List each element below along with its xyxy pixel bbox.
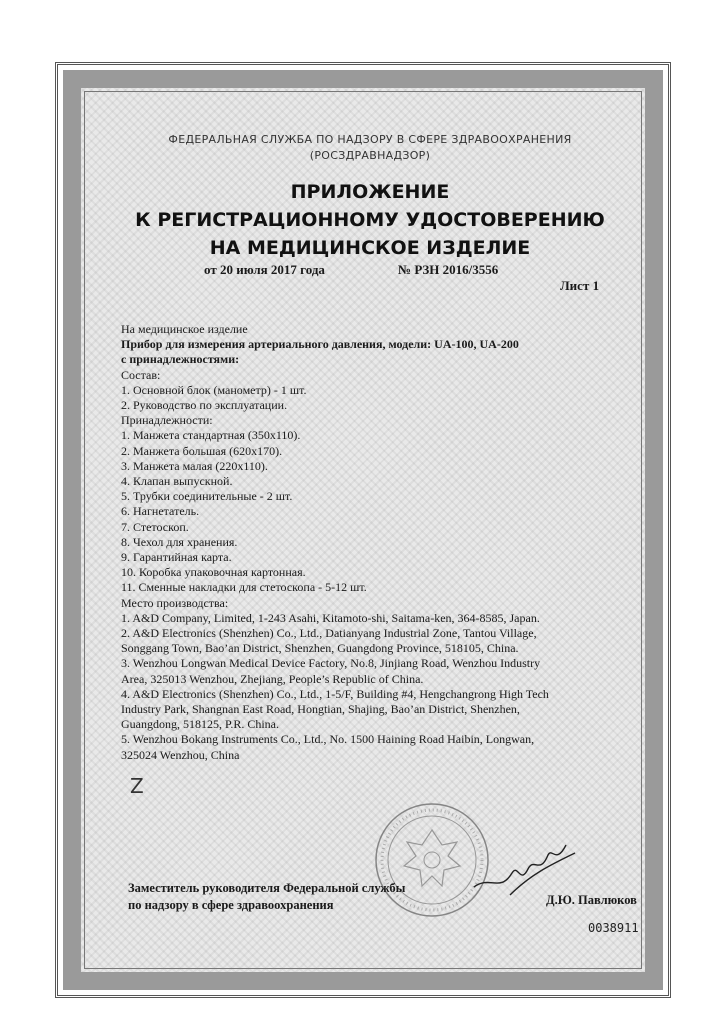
- document-body: [121, 322, 621, 763]
- agency-header: [90, 132, 650, 164]
- production-line: 2. A&D Electronics (Shenzhen) Co., Ltd., Datianyang Industrial Zone, Tantou Village,: [121, 626, 537, 641]
- signer-position: [128, 880, 405, 914]
- production-line: 3. Wenzhou Longwan Medical Device Factory, No.8, Jinjiang Road, Wenzhou Industry: [121, 656, 541, 671]
- list-item: 9. Гарантийная карта.: [121, 550, 232, 565]
- production-line: Industry Park, Shangnan East Road, Hongtian, Shajing, Bao’an District, Shenzhen,: [121, 702, 520, 717]
- list-item: 7. Стетоскоп.: [121, 519, 189, 534]
- list-item: 1. Основной блок (манометр) - 1 шт.: [121, 382, 307, 397]
- serial-number: 0038911: [588, 921, 639, 935]
- title-line-2: К РЕГИСТРАЦИОННОМУ УДОСТОВЕРЕНИЮ: [135, 209, 605, 231]
- device-name-line-2: с принадлежностями:: [121, 352, 240, 367]
- document-title: [90, 178, 650, 262]
- handwritten-mark: Z: [130, 774, 144, 798]
- production-line: Area, 325013 Wenzhou, Zhejiang, People’s Republic of China.: [121, 671, 424, 686]
- registration-number: № РЗН 2016/3556: [398, 262, 499, 277]
- sheet-number: Лист 1: [560, 278, 600, 293]
- list-item: 2. Руководство по эксплуатации.: [121, 398, 288, 413]
- list-item: 5. Трубки соединительные - 2 шт.: [121, 489, 293, 504]
- list-item: 2. Манжета большая (620x170).: [121, 443, 283, 458]
- intro-text: На медицинское изделие: [121, 322, 248, 336]
- list-item: 3. Манжета малая (220x110).: [121, 458, 268, 473]
- agency-name: ФЕДЕРАЛЬНАЯ СЛУЖБА ПО НАДЗОРУ В СФЕРЕ ЗДРАВООХРАНЕНИЯ: [168, 133, 572, 146]
- signer-position-line-1: Заместитель руководителя Федеральной службы: [128, 881, 406, 895]
- list-item: 11. Сменные накладки для стетоскопа - 5-12 шт.: [121, 580, 367, 595]
- production-line: 5. Wenzhou Bokang Instruments Co., Ltd., No. 1500 Haining Road Haibin, Longwan,: [121, 732, 535, 747]
- title-line-1: ПРИЛОЖЕНИЕ: [290, 181, 450, 203]
- issue-date: от 20 июля 2017 года: [204, 262, 325, 277]
- signer-name: Д.Ю. Павлюков: [546, 893, 637, 907]
- production-line: Songgang Town, Bao’an District, Shenzhen, Guangdong Province, 518105, China.: [121, 641, 519, 656]
- device-name-line-1: Прибор для измерения артериального давления, модели: UA-100, UA-200: [121, 337, 519, 352]
- list-item: 8. Чехол для хранения.: [121, 534, 238, 549]
- production-line: 4. A&D Electronics (Shenzhen) Co., Ltd., 1-5/F, Building #4, Hengchangrong High Tech: [121, 686, 549, 701]
- title-line-3: НА МЕДИЦИНСКОЕ ИЗДЕЛИЕ: [209, 237, 531, 259]
- composition-heading: Состав:: [121, 367, 161, 382]
- list-item: 1. Манжета стандартная (350x110).: [121, 428, 301, 443]
- list-item: 6. Нагнетатель.: [121, 504, 200, 519]
- production-line: 1. A&D Company, Limited, 1-243 Asahi, Kitamoto-shi, Saitama-ken, 364-8585, Japan.: [121, 610, 540, 625]
- list-item: 4. Клапан выпускной.: [121, 474, 233, 489]
- list-item: 10. Коробка упаковочная картонная.: [121, 565, 306, 580]
- agency-abbreviation: (РОСЗДРАВНАДЗОР): [309, 149, 431, 162]
- production-heading: Место производства:: [121, 595, 229, 610]
- accessories-heading: Принадлежности:: [121, 413, 213, 428]
- signer-position-line-2: по надзору в сфере здравоохранения: [128, 898, 334, 912]
- production-line: 325024 Wenzhou, China: [121, 747, 240, 762]
- production-line: Guangdong, 518125, P.R. China.: [121, 717, 280, 732]
